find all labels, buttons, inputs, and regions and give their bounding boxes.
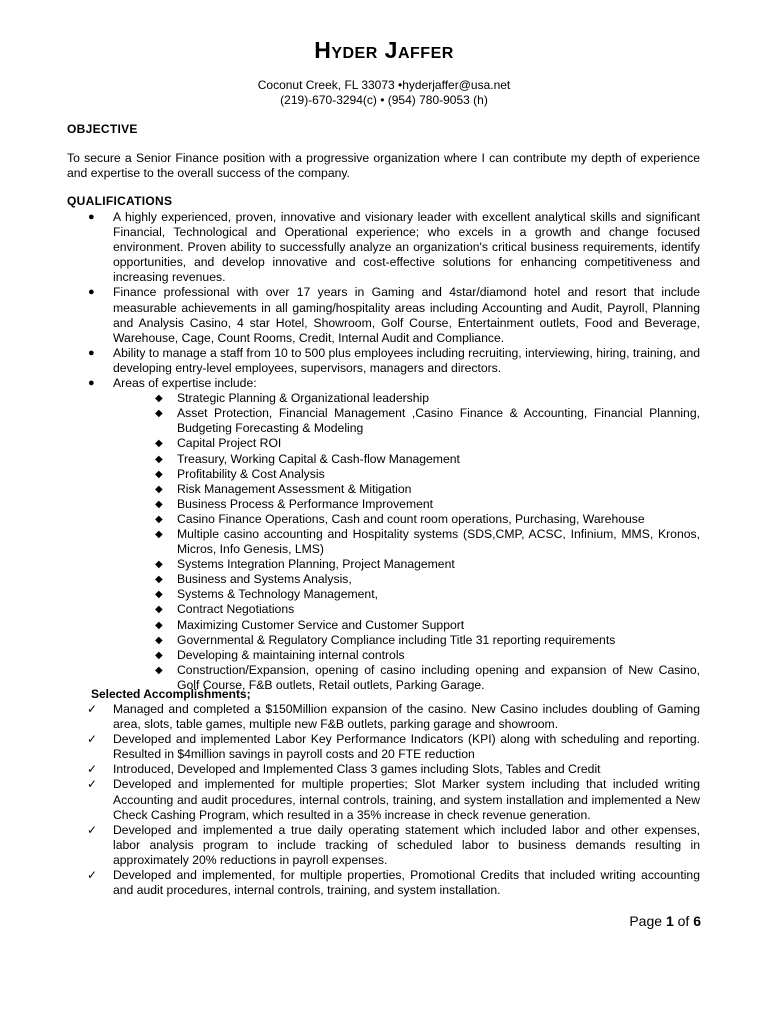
accomplishment-item bbox=[87, 823, 700, 868]
expertise-item bbox=[113, 618, 700, 633]
expertise-text: Maximizing Customer Service and Customer Support bbox=[177, 617, 465, 632]
diamond-bullet-icon: ◆ bbox=[155, 498, 163, 510]
accomplishment-item bbox=[87, 732, 700, 762]
diamond-bullet-icon: ◆ bbox=[155, 528, 163, 540]
expertise-item bbox=[113, 391, 700, 406]
expertise-text: Treasury, Working Capital & Cash-flow Management bbox=[177, 451, 460, 466]
checkmark-icon: ✓ bbox=[87, 732, 98, 747]
expertise-item bbox=[113, 527, 700, 557]
expertise-item bbox=[113, 482, 700, 497]
diamond-bullet-icon: ◆ bbox=[155, 619, 163, 631]
expertise-text: Systems Integration Planning, Project Management bbox=[177, 557, 455, 572]
accomplishment-text: Developed and implemented Labor Key Performance Indicators (KPI) along with scheduling and reporting. Resulted in $4million savings in payroll costs and 20 FTE reduction bbox=[113, 732, 700, 762]
diamond-bullet-icon: ◆ bbox=[155, 468, 163, 480]
diamond-bullet-icon: ◆ bbox=[155, 438, 163, 450]
diamond-bullet-icon: ◆ bbox=[155, 634, 163, 646]
diamond-bullet-icon: ◆ bbox=[155, 559, 163, 571]
of-label: of bbox=[677, 913, 690, 929]
page-label: Page bbox=[629, 913, 663, 929]
name-first-rest: yder bbox=[331, 37, 378, 63]
checkmark-icon: ✓ bbox=[87, 702, 98, 716]
expertise-text: Risk Management Assessment & Mitigation bbox=[177, 481, 412, 496]
accomplishment-item bbox=[87, 868, 700, 898]
checkmark-icon: ✓ bbox=[87, 777, 98, 792]
candidate-name bbox=[0, 37, 768, 63]
diamond-bullet-icon: ◆ bbox=[155, 574, 163, 586]
name-first-initial: H bbox=[314, 37, 332, 63]
qualifications-list bbox=[67, 210, 700, 693]
contact-phones: (219)-670-3294(c) • (954) 780-9053 (h) bbox=[280, 93, 488, 107]
expertise-text: Contract Negotiations bbox=[177, 602, 295, 617]
accomplishment-item bbox=[87, 762, 700, 777]
objective-heading: OBJECTIVE bbox=[67, 122, 138, 136]
qualification-text: Ability to manage a staff from 10 to 500 plus employees including recruiting, interviewing, hiring, training, and developing entry-level employees, supervisors, managers and directors. bbox=[113, 345, 700, 375]
accomplishment-text: Introduced, Developed and Implemented Class 3 games including Slots, Tables and Credit bbox=[113, 762, 601, 777]
checkmark-icon: ✓ bbox=[87, 762, 98, 777]
qualification-item bbox=[67, 285, 700, 345]
expertise-text: Multiple casino accounting and Hospitality systems (SDS,CMP, ACSC, Infinium, MMS, Kronos, Micros, Info Genesis, LMS) bbox=[177, 526, 700, 557]
bullet-icon: ● bbox=[88, 211, 95, 223]
expertise-item bbox=[113, 648, 700, 663]
accomplishment-text: Developed and implemented for multiple properties; Slot Marker system including that included writing Accounting and audit procedures, internal controls, training, and system installation and implemented a New Check Cashing Program, which resulted in a 35% increase in check revenue generation. bbox=[113, 777, 700, 822]
expertise-item bbox=[113, 602, 700, 617]
objective-text: To secure a Senior Finance position with a progressive organization where I can contribute my depth of experience and expertise to the overall success of the company. bbox=[67, 151, 700, 181]
expertise-text: Casino Finance Operations, Cash and count room operations, Purchasing, Warehouse bbox=[177, 511, 645, 526]
diamond-bullet-icon: ◆ bbox=[155, 483, 163, 495]
diamond-bullet-icon: ◆ bbox=[155, 513, 163, 525]
expertise-text: Strategic Planning & Organizational leadership bbox=[177, 391, 430, 406]
qualification-text: Finance professional with over 17 years in Gaming and 4star/diamond hotel and resort that include measurable achievements in all gaming/hospitality areas including Accounting and Audit, Payroll, Planning and Analysis Casino, 4 star Hotel, Showroom, Golf Course, Entertainment outlets, Food and Beverage, Warehouse, Cage, Count Rooms, Credit, Internal Audit and Compliance. bbox=[113, 285, 700, 345]
diamond-bullet-icon: ◆ bbox=[155, 664, 163, 676]
accomplishments-heading: Selected Accomplishments; bbox=[91, 687, 251, 701]
expertise-item bbox=[113, 572, 700, 587]
accomplishment-text: Developed and implemented a true daily operating statement which included labor and other expenses, labor analysis program to include tracking of scheduled labor to business demands resulting in approximately 20% reductions in payroll expenses. bbox=[113, 822, 700, 867]
bullet-icon: ● bbox=[88, 377, 95, 390]
diamond-bullet-icon: ◆ bbox=[155, 408, 163, 420]
expertise-list bbox=[113, 391, 700, 693]
qualification-item bbox=[67, 376, 700, 693]
contact-address-email: Coconut Creek, FL 33073 •hyderjaffer@usa.net bbox=[257, 78, 511, 92]
diamond-bullet-icon: ◆ bbox=[155, 649, 163, 661]
expertise-text: Developing & maintaining internal controls bbox=[177, 647, 405, 662]
accomplishment-text: Managed and completed a $150Million expansion of the casino. New Casino includes doubling of Gaming area, slots, table games, multiple new F&B outlets, parking garage and showroom. bbox=[113, 702, 700, 732]
qualification-item bbox=[67, 346, 700, 376]
diamond-bullet-icon: ◆ bbox=[155, 393, 163, 405]
expertise-item bbox=[113, 497, 700, 512]
expertise-item bbox=[113, 452, 700, 467]
expertise-intro: Areas of expertise include: bbox=[113, 376, 257, 391]
accomplishments-list bbox=[87, 702, 700, 898]
name-last-rest: affer bbox=[397, 37, 454, 63]
expertise-text: Construction/Expansion, opening of casino including opening and expansion of New Casino, Golf Course, F&B outlets, Retail outlets, Parking Garage. bbox=[177, 662, 700, 692]
expertise-text: Business and Systems Analysis, bbox=[177, 572, 352, 587]
diamond-bullet-icon: ◆ bbox=[155, 589, 163, 601]
current-page: 1 bbox=[665, 913, 674, 929]
page-number bbox=[629, 914, 701, 929]
diamond-bullet-icon: ◆ bbox=[155, 453, 163, 465]
total-pages: 6 bbox=[693, 913, 701, 929]
expertise-text: Systems & Technology Management, bbox=[177, 587, 378, 602]
expertise-text: Governmental & Regulatory Compliance including Title 31 reporting requirements bbox=[177, 632, 616, 647]
qualifications-heading: QUALIFICATIONS bbox=[67, 194, 173, 208]
expertise-item bbox=[113, 436, 700, 451]
accomplishment-item bbox=[87, 702, 700, 732]
checkmark-icon: ✓ bbox=[87, 822, 98, 837]
bullet-icon: ● bbox=[88, 286, 95, 299]
name-last-initial: J bbox=[384, 37, 398, 63]
expertise-item bbox=[113, 467, 700, 482]
accomplishment-item bbox=[87, 777, 700, 822]
expertise-text: Capital Project ROI bbox=[177, 436, 282, 451]
expertise-item bbox=[113, 557, 700, 572]
expertise-item bbox=[113, 406, 700, 436]
expertise-text: Business Process & Performance Improvement bbox=[177, 496, 434, 511]
qualification-text: A highly experienced, proven, innovative and visionary leader with excellent analytical skills and significant Financial, Technological and Operational experience; who excels in a growth and change focused environment. Proven ability to successfully analyze an organization's critical business requirements, identify opportunities, and develop innovative and cost-effective solutions for enhancing competitiveness and increasing revenues. bbox=[113, 210, 700, 285]
expertise-text: Asset Protection, Financial Management ,Casino Finance & Accounting, Financial Planning, Budgeting Forecasting & Modeling bbox=[177, 406, 700, 436]
expertise-item bbox=[113, 512, 700, 527]
expertise-item bbox=[113, 587, 700, 602]
qualification-item bbox=[67, 210, 700, 285]
diamond-bullet-icon: ◆ bbox=[155, 604, 163, 616]
checkmark-icon: ✓ bbox=[87, 868, 98, 883]
expertise-item bbox=[113, 633, 700, 648]
accomplishment-text: Developed and implemented, for multiple properties, Promotional Credits that included writing accounting and audit procedures, internal controls, training, and system installation. bbox=[113, 868, 700, 898]
expertise-text: Profitability & Cost Analysis bbox=[177, 466, 325, 481]
bullet-icon: ● bbox=[88, 346, 95, 359]
